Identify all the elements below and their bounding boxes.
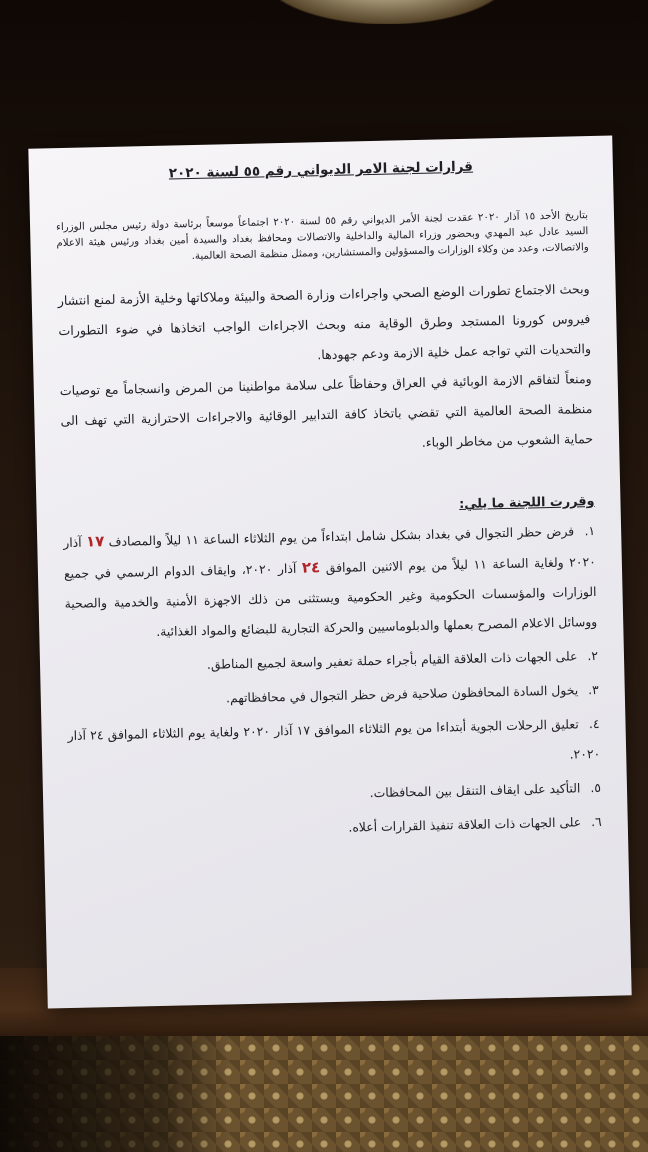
decisions-list [63,515,602,849]
document-body [28,135,628,849]
intro-paragraph: بتاريخ الأحد ١٥ آذار ٢٠٢٠ عقدت لجنة الأمر الديواني رقم ٥٥ لسنة ٢٠٢٠ اجتماعاً موسعاً برئاسة دولة رئيس مجلس الوزراء السيد عادل عبد المهدي وبحضور وزراء المالية والداخلية والاتصالات ومحافظ بغداد والسيدة أمين بغداد ورئيس هيئة الاعلام والاتصالات، وعدد من وكلاء الوزارات والمسؤولين والمستشارين، وممثل منظمة الصحة العالمية. [55,210,589,263]
decision-number: ٦. [590,813,602,830]
decision-text: على الجهات ذات العلاقة تنفيذ القرارات أعلاه. [348,814,582,835]
decision-number: ١. [584,522,596,539]
decision-item-4 [67,709,600,781]
decision-item-1 [63,515,598,649]
decision-text: آذار ٢٠٢٠، وايقاف الدوام الرسمي في جميع الوزارات والمؤسسات الحكومية وغير الحكومية ويستثنى من ذلك الاجهزة الأمنية والخدمية والصحية ووسائل الاعلام المصرح بعملها والدبلوماسيين والحركة التجارية للبضائع والمواد الغذائية. [63,560,598,639]
handwritten-start-date: ١٧ [85,532,105,551]
decision-text: التأكيد على ايقاف التنقل بين المحافظات. [369,780,581,801]
crystal-bowl [262,0,512,24]
carpet-shadow [0,1036,230,1152]
decision-item-6 [70,807,603,849]
decision-number: ٤. [588,715,600,732]
decision-text: فرض حظر التجوال في بغداد بشكل شامل ابتداءاً من يوم الثلاثاء الساعة ١١ ليلاً والمصادف [108,523,575,550]
decision-text: يخول السادة المحافظون صلاحية فرض حظر التجوال في محافظاتهم. [225,682,579,706]
decision-text: تعليق الرحلات الجوية أبتداءا من يوم الثلاثاء الموافق ١٧ آذار ٢٠٢٠ ولغاية يوم الثلاثاء الموافق ٢٤ آذار ٢٠٢٠. [67,716,601,762]
meeting-discussion-paragraph: وبحث الاجتماع تطورات الوضع الصحي واجراءات وزارة الصحة والبيئة وملاكاتها وخلية الأزمة لمنع انتشار فيروس كورونا المستجد وطرق الوقاية منه وبحث الاجراءات الواجب اتخاذها في ضوء التطورات والتحديات التي تواجه عمل خلية الازمة ودعم جهودها. [57,281,592,363]
document-paper [28,135,631,1008]
rationale-paragraph: ومنعاً لتفاقم الازمة الوبائية في العراق وحفاظاً على سلامة مواطنينا من المرض وانسجاماً مع توصيات منظمة الصحة العالمية التي تقضي باتخاذ كافة التدابير الوقائية والاجراءات الاحترازية التي تهف الى حماية الشعوب من مخاطر الوباء. [59,371,594,450]
decision-text: آذار ٢٠٢٠ ولغاية الساعة ١١ ليلاً من يوم الاثنين الموافق [63,534,596,576]
document-title: قرارات لجنة الامر الديواني رقم ٥٥ لسنة ٢٠٢٠ [168,158,474,182]
decision-number: ٥. [590,779,602,796]
decision-number: ٢. [587,647,599,664]
handwritten-end-date: ٢٤ [301,558,321,577]
decision-text: على الجهات ذات العلاقة القيام بأجراء حملة تعفير واسعة لجميع المناطق. [206,648,578,672]
decisions-heading: وقررت اللجنة ما يلي: [458,493,595,513]
decision-number: ٣. [587,681,599,698]
